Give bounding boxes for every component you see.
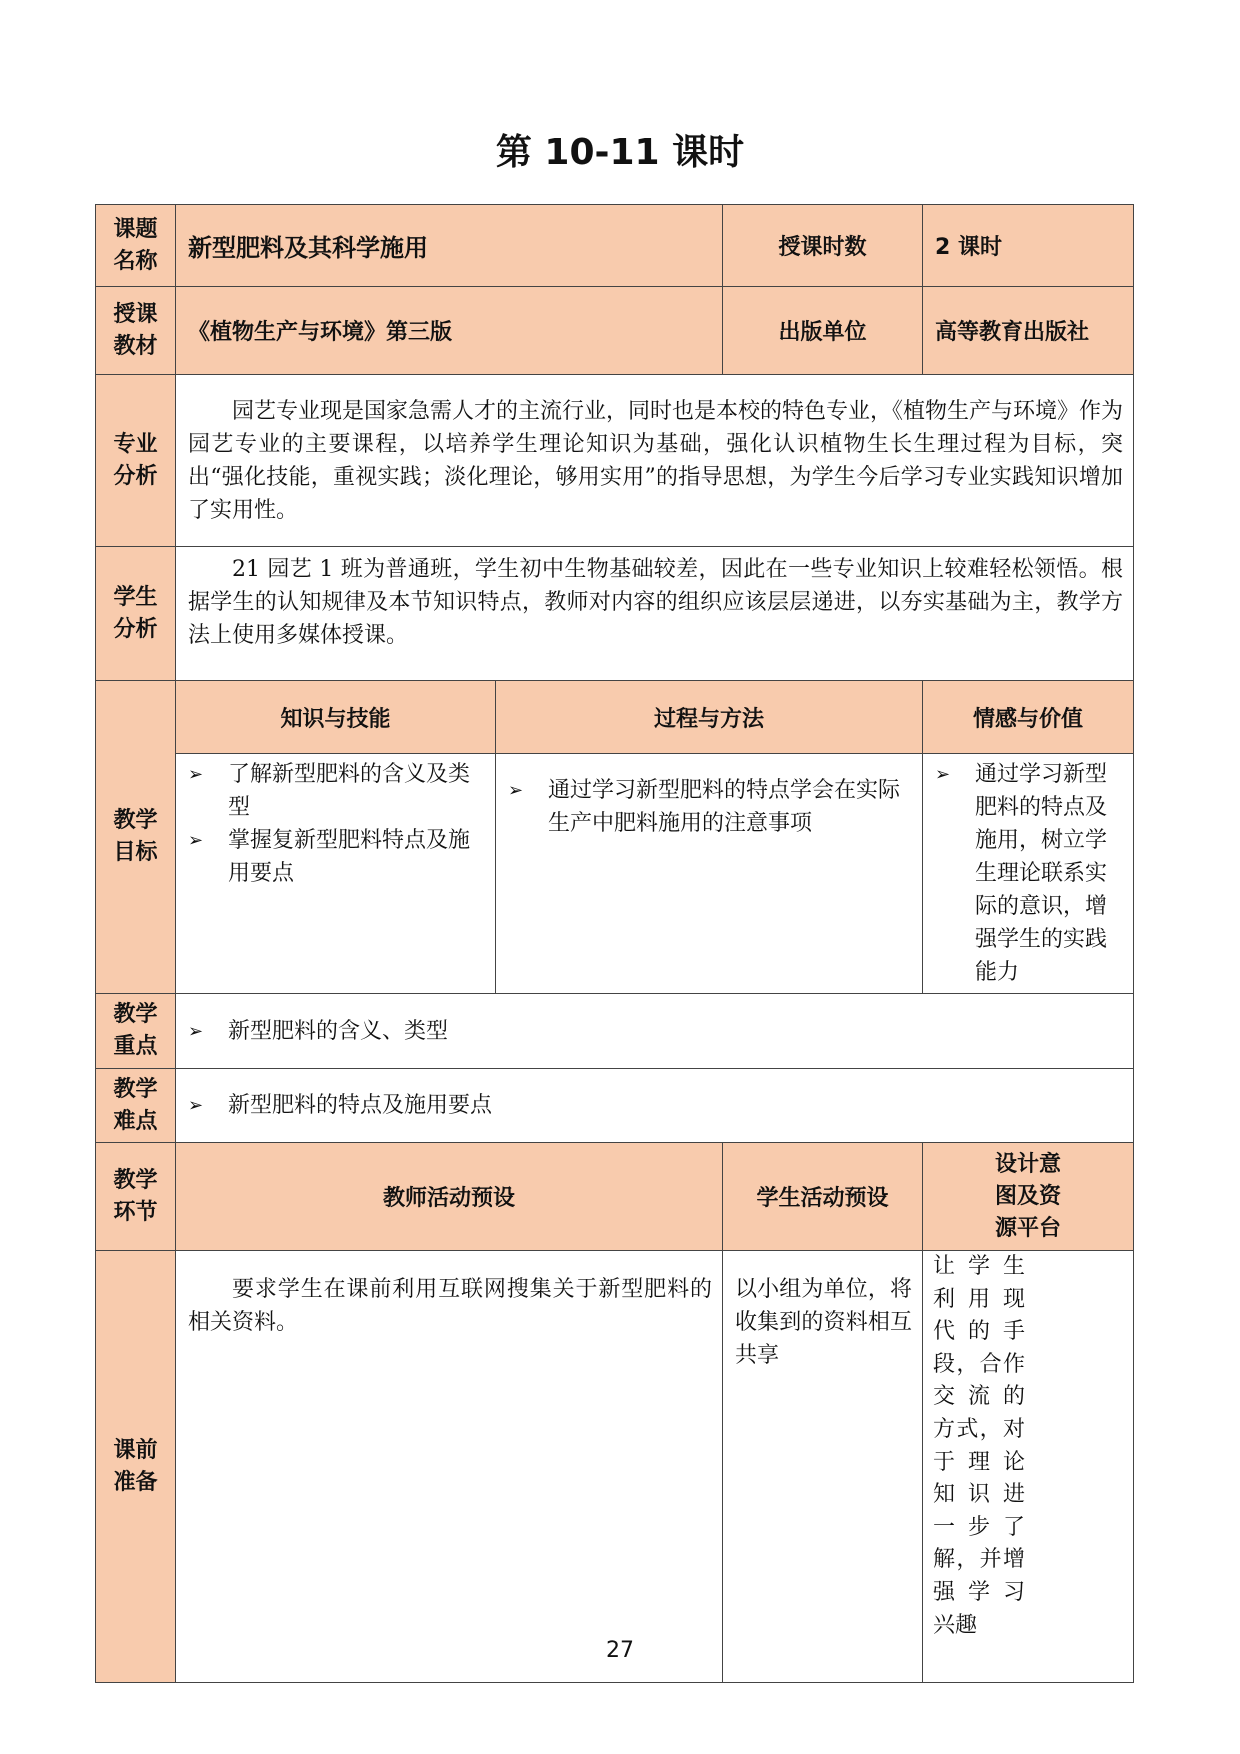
row-topic xyxy=(96,205,1134,287)
publisher-value: 高等教育出版社 xyxy=(923,287,1134,375)
row-key-point xyxy=(96,994,1134,1069)
hours-label: 授课时数 xyxy=(723,205,923,287)
difficulty-cell xyxy=(176,1069,1134,1143)
goal-header-process: 过程与方法 xyxy=(496,681,923,754)
label-difficulty: 教学难点 xyxy=(96,1069,176,1143)
label-textbook: 授课教材 xyxy=(96,287,176,375)
student-analysis-text: 21 园艺 1 班为普通班，学生初中生物基础较差，因此在一些专业知识上较难轻松领悟。根据学生的认知规律及本节知识特点，教师对内容的组织应该层层递进，以夯实基础为主，教学方法上使用多媒体授课。 xyxy=(176,547,1134,681)
lesson-plan-table xyxy=(95,204,1134,1683)
design-line: 知识进 xyxy=(933,1482,1026,1508)
list-item: ➢ 通过学习新型肥料的特点学会在实际生产中肥料施用的注意事项 xyxy=(508,774,914,840)
list-item: ➢ 通过学习新型肥料的特点及施用，树立学生理论联系实际的意识，增强学生的实践能力 xyxy=(935,758,1125,989)
design-header: 设计意图及资源平台 xyxy=(995,1151,1062,1241)
design-line: 段，合作 xyxy=(933,1351,1026,1377)
row-textbook xyxy=(96,287,1134,375)
goal-emotion-cell xyxy=(923,754,1134,994)
prep-teacher-text: 要求学生在课前利用互联网搜集关于新型肥料的相关资料。 xyxy=(176,1251,723,1683)
goal-header-emotion: 情感与价值 xyxy=(923,681,1134,754)
list-item: ➢ 新型肥料的含义、类型 xyxy=(188,1015,1125,1048)
label-major-analysis: 专业分析 xyxy=(96,375,176,547)
row-goals-body xyxy=(96,754,1134,994)
prep-design-cell xyxy=(923,1251,1134,1683)
goal-header-knowledge: 知识与技能 xyxy=(176,681,496,754)
label-goals: 教学目标 xyxy=(96,681,176,994)
textbook-value: 《植物生产与环境》第三版 xyxy=(176,287,723,375)
design-header-cell xyxy=(923,1143,1134,1251)
row-major-analysis xyxy=(96,375,1134,547)
design-line: 方式，对 xyxy=(933,1416,1026,1442)
row-goals-header xyxy=(96,681,1134,754)
design-line: 代的手 xyxy=(933,1319,1026,1345)
page-number: 27 xyxy=(606,1638,634,1663)
list-item: ➢ 了解新型肥料的含义及类型 xyxy=(188,758,487,824)
teacher-activity-header: 教师活动预设 xyxy=(176,1143,723,1251)
label-key-point: 教学重点 xyxy=(96,994,176,1069)
hours-value: 2 课时 xyxy=(923,205,1134,287)
list-item: ➢ 掌握复新型肥料特点及施用要点 xyxy=(188,824,487,890)
design-line: 于理论 xyxy=(933,1449,1026,1475)
design-line: 兴趣 xyxy=(933,1612,978,1638)
design-line: 利用现 xyxy=(933,1286,1026,1312)
key-point-cell xyxy=(176,994,1134,1069)
row-student-analysis xyxy=(96,547,1134,681)
topic-value: 新型肥料及其科学施用 xyxy=(176,205,723,287)
design-line: 让学生 xyxy=(933,1254,1026,1279)
publisher-label: 出版单位 xyxy=(723,287,923,375)
page-title: 第 10-11 课时 xyxy=(495,132,745,173)
major-analysis-text: 园艺专业现是国家急需人才的主流行业，同时也是本校的特色专业，《植物生产与环境》作为园艺专业的主要课程，以培养学生理论知识为基础，强化认识植物生长生理过程为目标，突出“强化技能，重视实践；淡化理论，够用实用”的指导思想，为学生今后学习专业实践知识增加了实用性。 xyxy=(176,375,1134,547)
goal-process-cell xyxy=(496,754,923,994)
prep-student-text: 以小组为单位，将收集到的资料相互共享 xyxy=(723,1251,923,1683)
row-difficulty xyxy=(96,1069,1134,1143)
row-steps-header xyxy=(96,1143,1134,1251)
label-steps: 教学环节 xyxy=(96,1143,176,1251)
design-line: 一步了 xyxy=(933,1514,1026,1540)
design-line: 交流的 xyxy=(933,1384,1026,1410)
label-student-analysis: 学生分析 xyxy=(96,547,176,681)
goal-knowledge-cell xyxy=(176,754,496,994)
student-activity-header: 学生活动预设 xyxy=(723,1143,923,1251)
row-prep xyxy=(96,1251,1134,1683)
label-prep: 课前准备 xyxy=(96,1251,176,1683)
design-line: 解，并增 xyxy=(933,1547,1026,1573)
list-item: ➢ 新型肥料的特点及施用要点 xyxy=(188,1089,1125,1122)
design-line: 强学习 xyxy=(933,1579,1026,1605)
label-topic: 课题名称 xyxy=(96,205,176,287)
